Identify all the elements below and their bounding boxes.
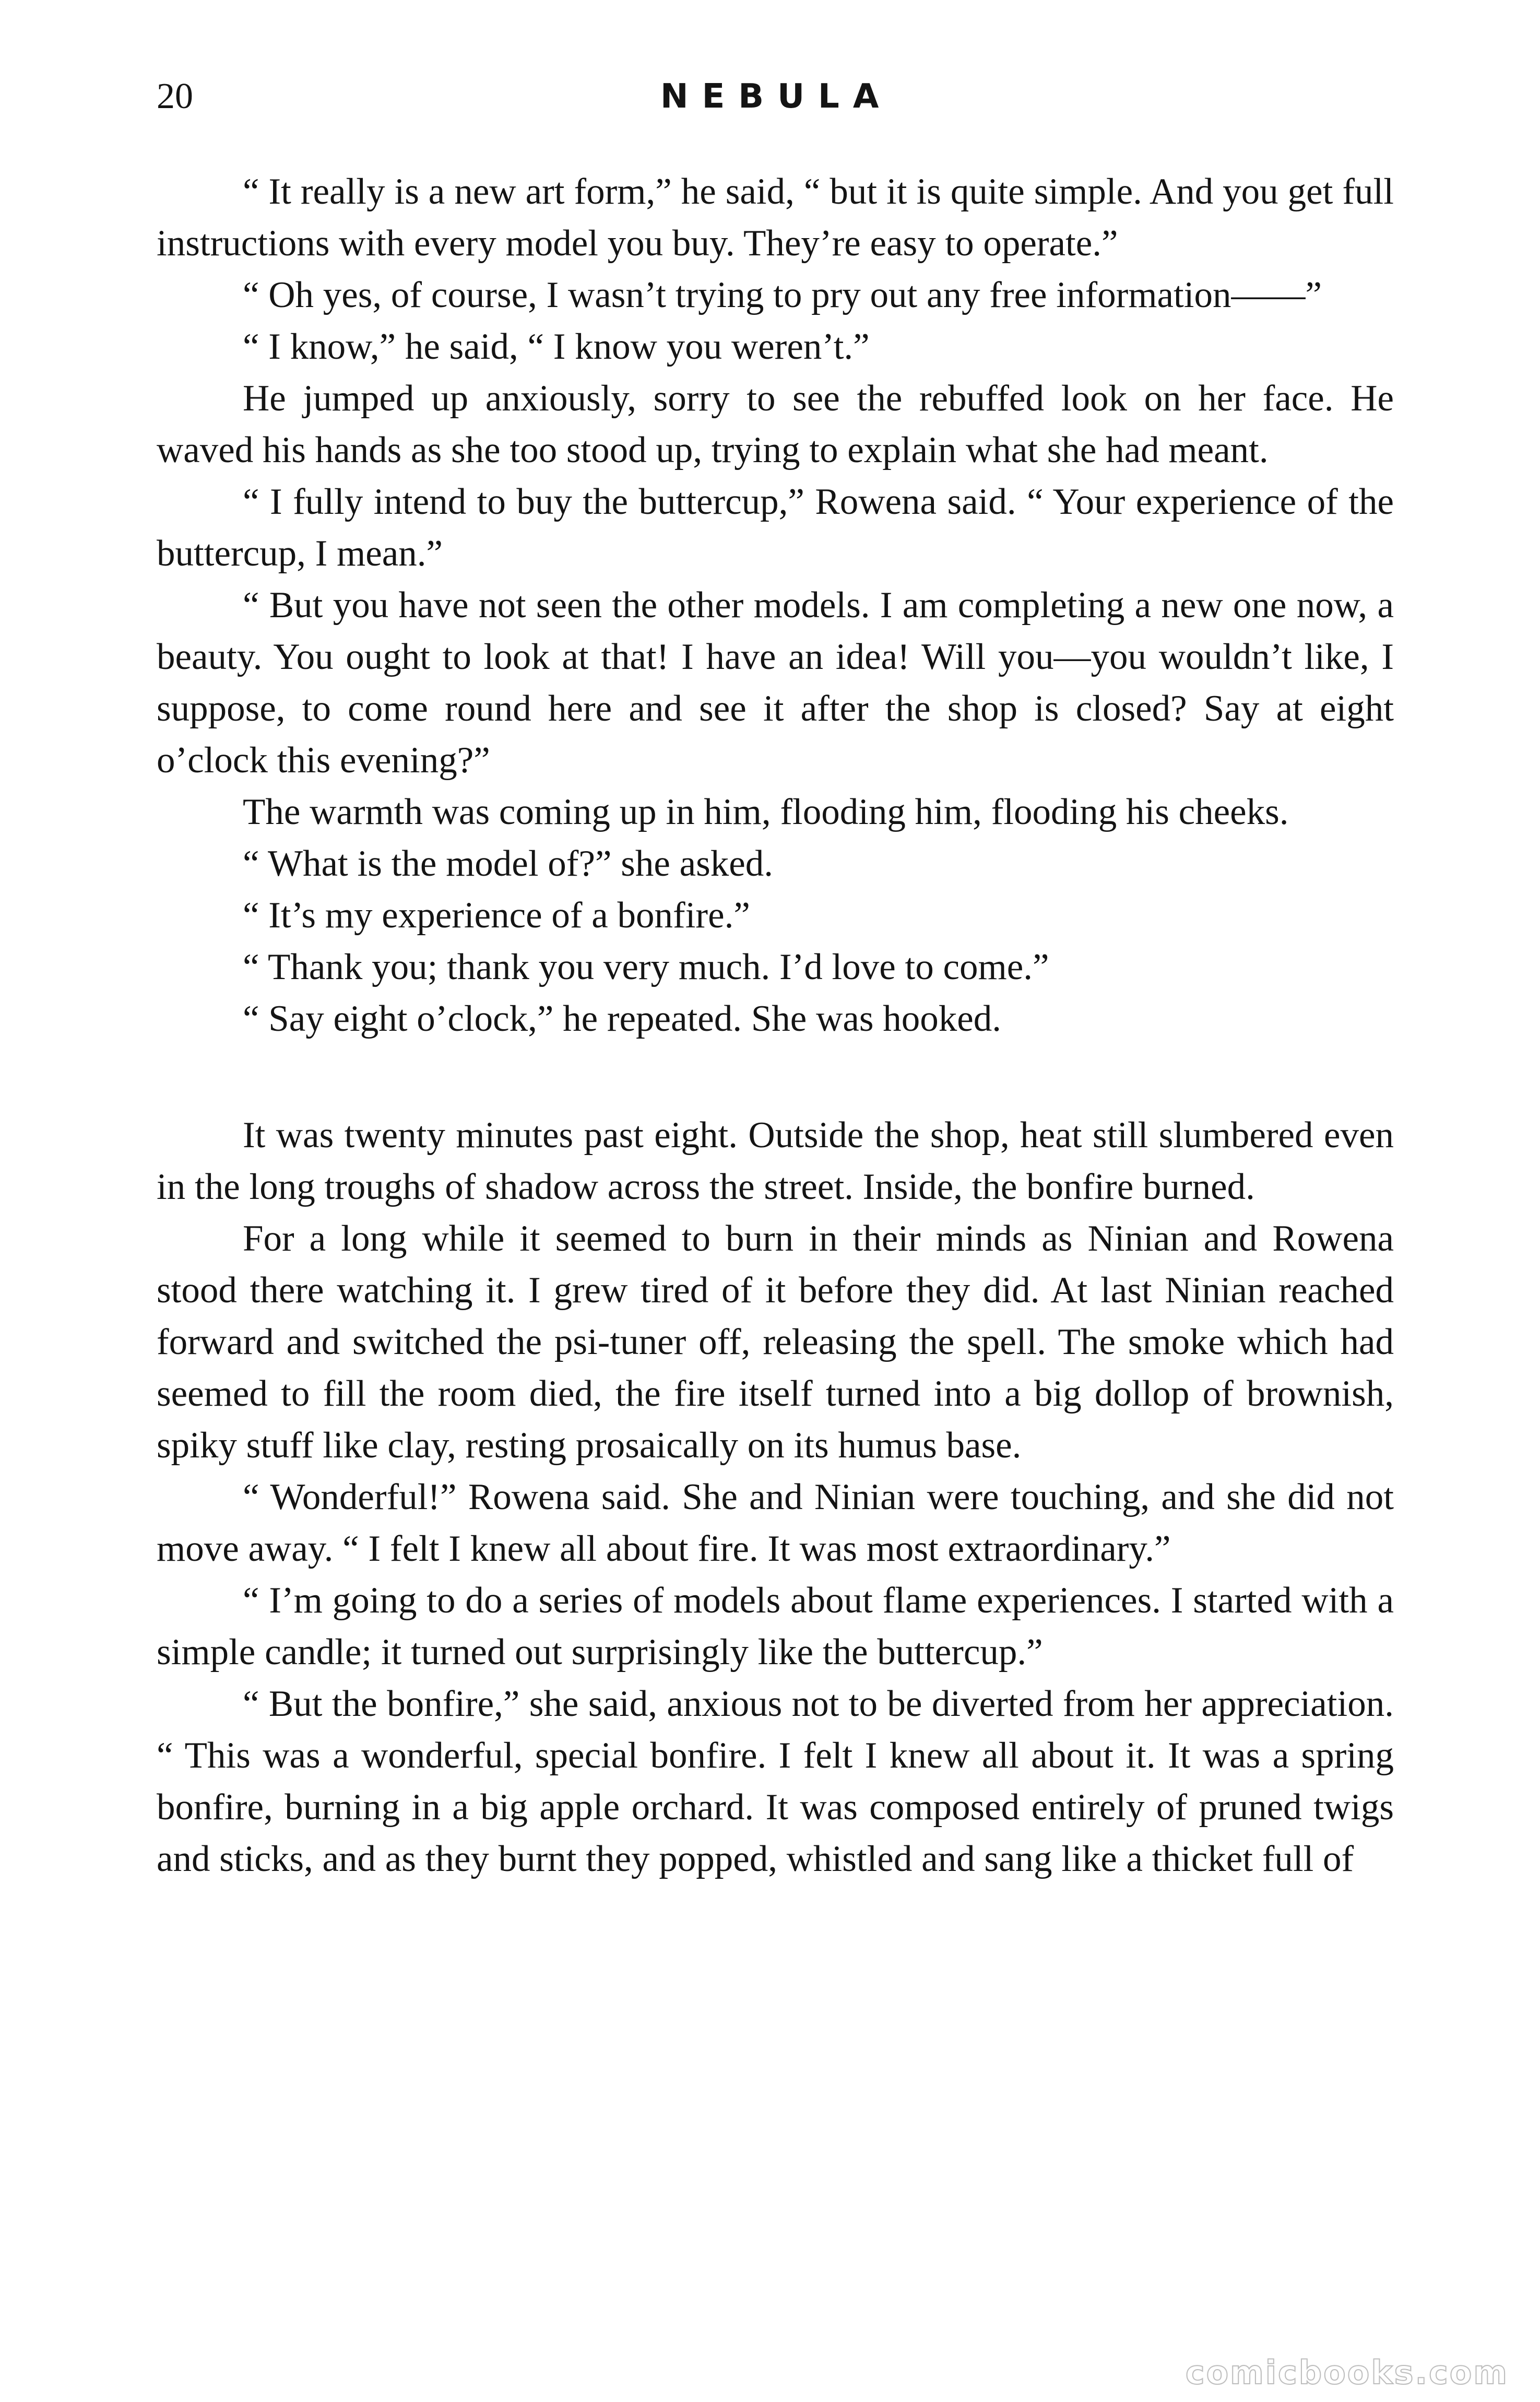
paragraph: “ I know,” he said, “ I know you weren’t.”	[243, 326, 870, 367]
paragraph: “ It really is a new art form,” he said, “ but it is quite simple. And you get full instructions with every model you buy. They’re easy to operate.”	[157, 171, 1394, 264]
page-number: 20	[157, 76, 193, 116]
page-header	[0, 68, 1540, 125]
paragraph: “ It’s my experience of a bonfire.”	[243, 895, 750, 936]
paragraph: “ I’m going to do a series of models about flame experiences. I started with a simple candle; it turned out surprisingly like the buttercup.”	[157, 1580, 1394, 1673]
paragraph: “ But the bonfire,” she said, anxious not to be diverted from her appreciation. “ This was a wonderful, special bonfire. I felt I knew all about it. It was a spring bonfire, burning in a big apple orchard. It was composed entirely of pruned twigs and sticks, and as they burnt they popped, whistled and sang like a thicket full of	[157, 1683, 1394, 1879]
paragraph: “ Say eight o’clock,” he repeated. She was hooked.	[243, 998, 1002, 1039]
paragraph: “ Wonderful!” Rowena said. She and Ninian were touching, and she did not move away. “ I felt I knew all about fire. It was most extraordinary.”	[157, 1477, 1394, 1569]
paragraph: “ Oh yes, of course, I wasn’t trying to pry out any free information——”	[243, 275, 1322, 315]
watermark-text: comicbooks.com	[1185, 2353, 1509, 2392]
paragraph: “ What is the model of?” she asked.	[243, 843, 774, 884]
paragraph: For a long while it seemed to burn in their minds as Ninian and Rowena stood there watching it. I grew tired of it before they did. At last Ninian reached forward and switched the psi-tuner off, releasing the spell. The smoke which had seemed to fill the room died, the fire itself turned into a big dollop of brownish, spiky stuff like clay, resting prosaically on its humus base.	[157, 1218, 1394, 1466]
paragraph: It was twenty minutes past eight. Outside the shop, heat still slumbered even in the long troughs of shadow across the street. Inside, the bonfire burned.	[157, 1115, 1394, 1207]
body-text	[157, 166, 1394, 1885]
paragraph: The warmth was coming up in him, flooding him, flooding his cheeks.	[243, 792, 1289, 832]
paragraph: He jumped up anxiously, sorry to see the rebuffed look on her face. He waved his hands as she too stood up, trying to explain what she had meant.	[157, 378, 1394, 470]
paragraph: “ I fully intend to buy the buttercup,” Rowena said. “ Your experience of the buttercup, I mean.”	[157, 481, 1394, 574]
paragraph: “ But you have not seen the other models. I am completing a new one now, a beauty. You ought to look at that! I have an idea! Will you—you wouldn’t like, I suppose, to come round here and see it after the shop is closed? Say at eight o’clock this evening?”	[157, 585, 1394, 781]
section-break	[157, 1045, 1394, 1110]
running-head-title: NEBULA	[660, 77, 893, 116]
paragraph: “ Thank you; thank you very much. I’d love to come.”	[243, 947, 1049, 987]
